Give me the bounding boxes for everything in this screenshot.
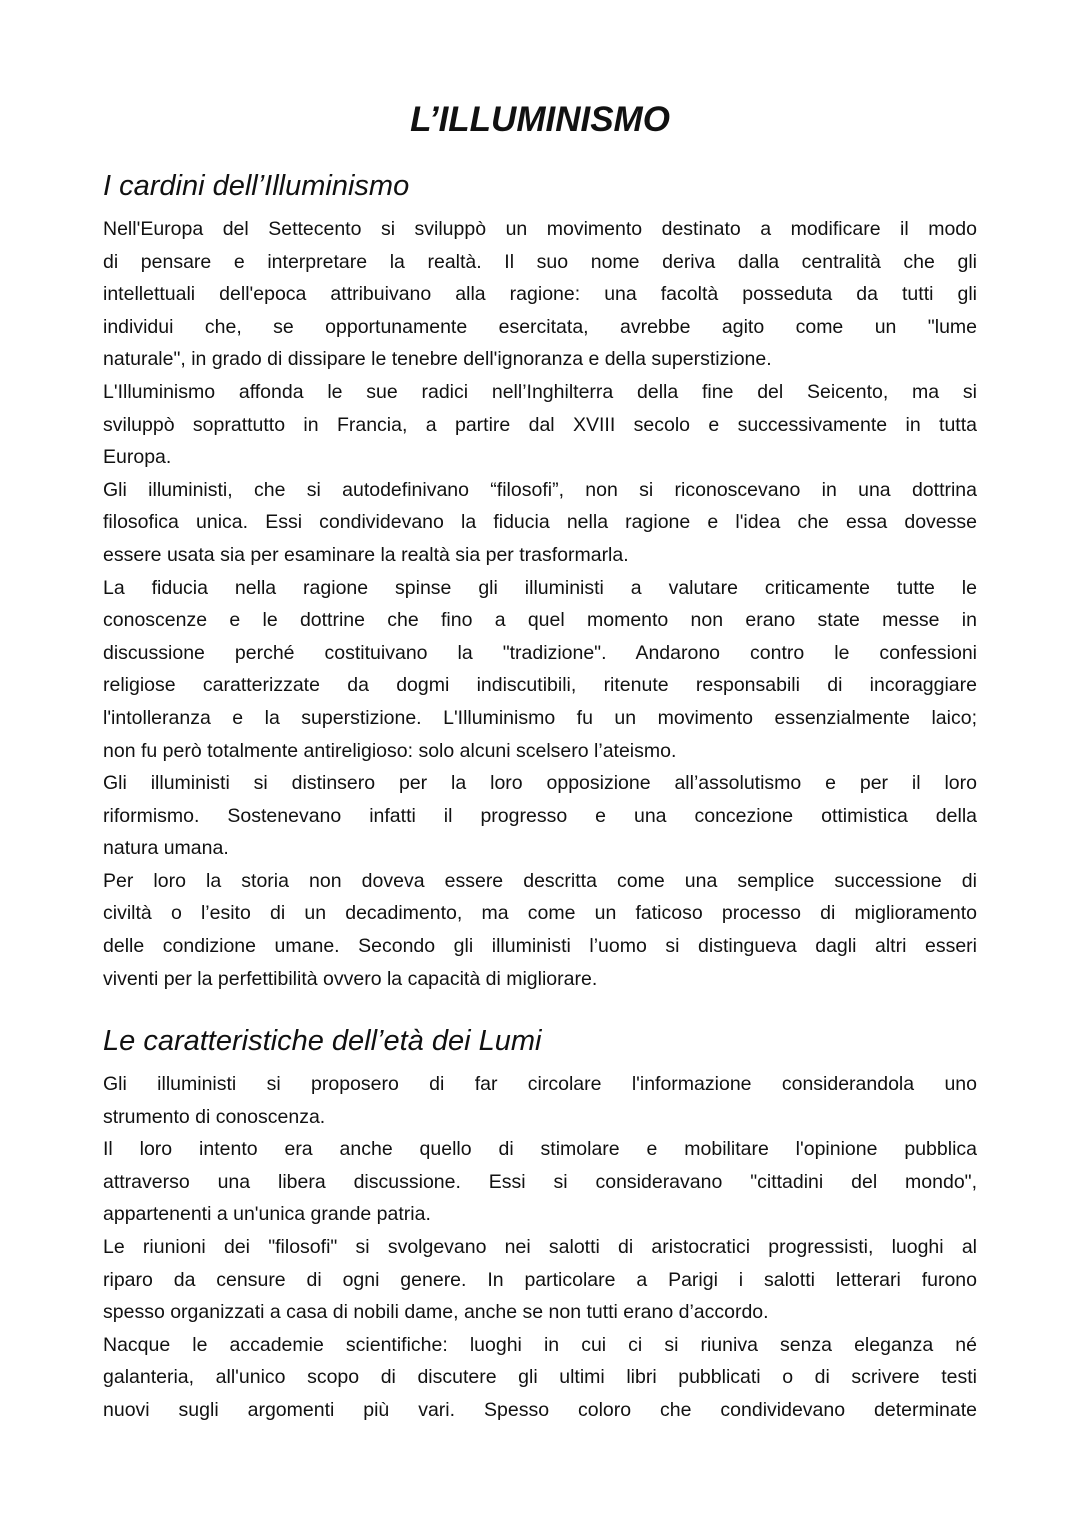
text-line: Europa. [103, 446, 172, 469]
text-line: filosofica unica. Essi condividevano la fiducia nella ragione e l'idea che essa dovesse [103, 511, 977, 534]
text-line: L'Illuminismo affonda le sue radici nell’Inghilterra della fine del Seicento, ma si [103, 380, 977, 403]
text-line: Nacque le accademie scientifiche: luoghi in cui ci si riuniva senza eleganza né [103, 1333, 977, 1356]
text-line: intellettuali dell'epoca attribuivano alla ragione: una facoltà posseduta da tutti gli [103, 283, 977, 306]
text-line: Le riunioni dei "filosofi" si svolgevano nei salotti di aristocratici progressisti, luoghi al [103, 1235, 977, 1258]
text-line: sviluppò soprattutto in Francia, a partire dal XVIII secolo e successivamente in tutta [103, 413, 977, 436]
text-line: l'intolleranza e la superstizione. L'Illuminismo fu un movimento essenzialmente laico; [103, 706, 977, 729]
text-line: civiltà o l’esito di un decadimento, ma come un faticoso processo di miglioramento [103, 902, 977, 925]
text-line: essere usata sia per esaminare la realtà sia per trasformarla. [103, 543, 629, 566]
paragraph [103, 1231, 977, 1329]
text-line: discussione perché costituivano la "tradizione". Andarono contro le confessioni [103, 641, 977, 664]
text-line: religiose caratterizzate da dogmi indiscutibili, ritenute responsabili di incoraggiare [103, 674, 977, 697]
paragraph [103, 865, 977, 995]
text-line: di pensare e interpretare la realtà. Il suo nome deriva dalla centralità che gli [103, 250, 977, 273]
text-line: individui che, se opportunamente esercitata, avrebbe agito come un "lume [103, 315, 977, 338]
text-line: riformismo. Sostenevano infatti il progresso e una concezione ottimistica della [103, 804, 977, 827]
text-line: viventi per la perfettibilità ovvero la capacità di migliorare. [103, 967, 598, 990]
text-line: Gli illuministi si proposero di far circolare l'informazione considerandola uno [103, 1073, 977, 1095]
section-heading-cardini: I cardini dell’Illuminismo [103, 170, 410, 202]
paragraph [103, 1133, 977, 1231]
text-line: natura umana. [103, 837, 229, 860]
paragraph [103, 213, 977, 376]
paragraph [103, 572, 977, 768]
section-body-cardini [103, 213, 977, 995]
paragraph [103, 474, 977, 572]
text-line: appartenenti a un'unica grande patria. [103, 1203, 431, 1226]
paragraph [103, 376, 977, 474]
text-line: spesso organizzati a casa di nobili dame, anche se non tutti erano d’accordo. [103, 1301, 769, 1324]
text-line: Gli illuministi si distinsero per la loro opposizione all’assolutismo e per il loro [103, 772, 977, 795]
section-body-caratteristiche [103, 1068, 977, 1427]
text-line: conoscenze e le dottrine che fino a quel momento non erano state messe in [103, 609, 977, 632]
text-line: Gli illuministi, che si autodefinivano “filosofi”, non si riconoscevano in una dottrina [103, 478, 977, 501]
text-line: riparo da censure di ogni genere. In particolare a Parigi i salotti letterari furono [103, 1268, 977, 1291]
text-line: delle condizione umane. Secondo gli illuministi l’uomo si distingueva dagli altri esseri [103, 935, 977, 958]
text-line: attraverso una libera discussione. Essi si consideravano "cittadini del mondo", [103, 1170, 977, 1193]
text-line: galanteria, all'unico scopo di discutere gli ultimi libri pubblicati o di scrivere testi [103, 1366, 977, 1389]
text-line: non fu però totalmente antireligioso: solo alcuni scelsero l’ateismo. [103, 739, 677, 762]
paragraph [103, 1329, 977, 1427]
text-line: nuovi sugli argomenti più vari. Spesso coloro che condividevano determinate [103, 1398, 977, 1421]
text-line: La fiducia nella ragione spinse gli illuministi a valutare criticamente tutte le [103, 576, 977, 599]
text-line: Per loro la storia non doveva essere descritta come una semplice successione di [103, 869, 977, 892]
page-title: L’ILLUMINISMO [410, 100, 670, 139]
paragraph [103, 767, 977, 865]
section-heading-caratteristiche: Le caratteristiche dell’età dei Lumi [103, 1025, 542, 1057]
text-line: Il loro intento era anche quello di stimolare e mobilitare l'opinione pubblica [103, 1138, 977, 1161]
text-line: strumento di conoscenza. [103, 1105, 326, 1128]
paragraph [103, 1068, 977, 1133]
text-line: Nell'Europa del Settecento si sviluppò un movimento destinato a modificare il modo [103, 218, 977, 240]
text-line: naturale", in grado di dissipare le tenebre dell'ignoranza e della superstizione. [103, 348, 772, 371]
